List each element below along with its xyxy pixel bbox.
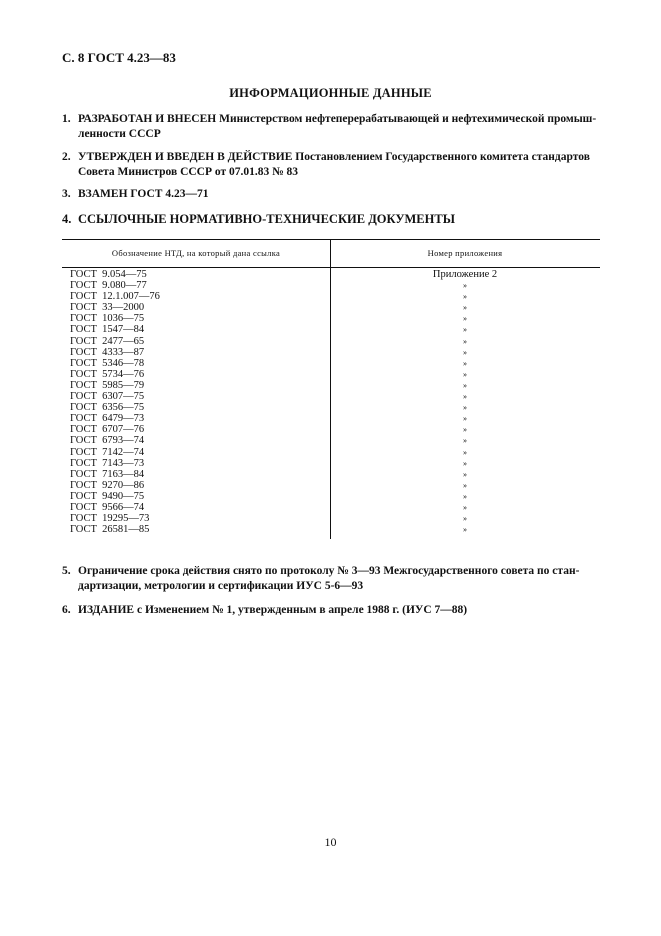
table-cell-doc: ГОСТ 9.054—75 [70, 269, 147, 280]
table-cell-doc: ГОСТ 9566—74 [70, 501, 145, 513]
table-cell-appendix: » [463, 303, 467, 313]
table-cell-doc: ГОСТ 6479—73 [70, 413, 145, 425]
table-row [62, 313, 600, 324]
page-header: С. 8 ГОСТ 4.23—83 [62, 50, 176, 65]
item-number: 6. [62, 604, 71, 616]
item-text-line2: ленности СССР [78, 128, 161, 140]
info-item-3 [62, 187, 600, 202]
info-item-1 [62, 112, 600, 142]
table-row [62, 280, 600, 291]
table-cell-doc: ГОСТ 2477—65 [70, 335, 145, 347]
table-row [62, 324, 600, 335]
item-text-line1: Министерством нефтеперерабатывающей и нефтехимической промыш- [216, 113, 597, 125]
table-cell-doc: ГОСТ 5346—78 [70, 357, 145, 369]
item-lead: УТВЕРЖДЕН И ВВЕДЕН В ДЕЙСТВИЕ [78, 151, 293, 163]
table-cell-appendix: » [463, 480, 467, 490]
table-cell-appendix: » [463, 414, 467, 424]
item-text-line2: Совета Министров СССР от 07.01.83 № 83 [78, 166, 299, 178]
item-number: 3. [62, 188, 71, 200]
table-cell-doc: ГОСТ 19295—73 [70, 513, 150, 525]
table-cell-doc: ГОСТ 6307—75 [70, 391, 145, 403]
table-cell-doc: ГОСТ 5734—76 [70, 368, 145, 380]
table-cell-appendix: » [463, 380, 467, 390]
table-row [62, 358, 600, 369]
table-row [62, 424, 600, 435]
item-number: 2. [62, 151, 71, 163]
table-header-appendix: Номер приложения [427, 248, 503, 258]
table-row [62, 480, 600, 491]
table-cell-appendix: » [463, 281, 467, 291]
table-row [62, 369, 600, 380]
table-cell-appendix: » [463, 392, 467, 402]
item-text: ССЫЛОЧНЫЕ НОРМАТИВНО-ТЕХНИЧЕСКИЕ ДОКУМЕНТЫ [78, 212, 455, 226]
table-row [62, 336, 600, 347]
page-number: 10 [324, 835, 337, 849]
table-cell-doc: ГОСТ 12.1.007—76 [70, 291, 160, 303]
item-text: ВЗАМЕН ГОСТ 4.23—71 [78, 188, 209, 200]
table-row [62, 413, 600, 424]
table-row [62, 469, 600, 480]
item-number: 4. [62, 212, 72, 226]
table-cell-doc: ГОСТ 7142—74 [70, 446, 145, 458]
table-cell-appendix: Приложение 2 [432, 269, 498, 280]
table-cell-appendix: » [463, 469, 467, 479]
table-cell-appendix: » [463, 458, 467, 468]
table-row [62, 291, 600, 302]
table-cell-doc: ГОСТ 26581—85 [70, 524, 150, 536]
table-cell-appendix: » [463, 403, 467, 413]
table-row [62, 502, 600, 513]
table-cell-doc: ГОСТ 9270—86 [70, 479, 145, 491]
table-row [62, 447, 600, 458]
table-row [62, 491, 600, 502]
table-row [62, 347, 600, 358]
table-row [62, 269, 600, 280]
info-item-4 [62, 212, 600, 227]
item-text: ИЗДАНИЕ с Изменением № 1, утвержденным в апреле 1988 г. (ИУС 7—88) [78, 604, 468, 616]
table-cell-doc: ГОСТ 6793—74 [70, 435, 145, 447]
item-text-line2: дартизации, метрологии и сертификации ИУС 5-6—93 [78, 580, 364, 592]
table-row [62, 435, 600, 446]
table-cell-appendix: » [463, 325, 467, 335]
item-lead: РАЗРАБОТАН И ВНЕСЕН [78, 113, 217, 125]
table-cell-appendix: » [463, 347, 467, 357]
table-cell-doc: ГОСТ 5985—79 [70, 379, 145, 391]
table-header-rule [62, 267, 600, 268]
table-cell-doc: ГОСТ 1036—75 [70, 313, 145, 325]
table-cell-appendix: » [463, 425, 467, 435]
table-cell-appendix: » [463, 358, 467, 368]
table-cell-doc: ГОСТ 6356—75 [70, 402, 145, 414]
table-body [62, 269, 600, 535]
table-header-doc: Обозначение НТД, на который дана ссылка [111, 248, 281, 258]
table-cell-doc: ГОСТ 7143—73 [70, 457, 145, 469]
table-cell-doc: ГОСТ 9490—75 [70, 490, 145, 502]
info-item-6 [62, 603, 600, 618]
item-number: 1. [62, 113, 71, 125]
table-row [62, 458, 600, 469]
table-cell-appendix: » [463, 502, 467, 512]
table-cell-appendix: » [463, 491, 467, 501]
info-item-5 [62, 564, 600, 594]
references-table [62, 239, 600, 539]
table-cell-doc: ГОСТ 6707—76 [70, 424, 145, 436]
table-cell-appendix: » [463, 369, 467, 379]
item-number: 5. [62, 565, 71, 577]
table-cell-appendix: » [463, 314, 467, 324]
table-row [62, 513, 600, 524]
table-cell-appendix: » [463, 447, 467, 457]
section-title: ИНФОРМАЦИОННЫЕ ДАННЫЕ [229, 86, 432, 100]
table-row [62, 402, 600, 413]
table-cell-appendix: » [463, 336, 467, 346]
table-cell-doc: ГОСТ 4333—87 [70, 346, 145, 358]
table-cell-appendix: » [463, 514, 467, 524]
table-cell-doc: ГОСТ 1547—84 [70, 324, 145, 336]
table-cell-appendix: » [463, 292, 467, 302]
table-row [62, 302, 600, 313]
item-text-line1: Постановлением Государственного комитета стандартов [292, 151, 590, 163]
table-row [62, 380, 600, 391]
item-text-line1: Ограничение срока действия снято по протоколу № 3—93 Межгосударственного совета по стан- [78, 565, 580, 577]
table-cell-appendix: » [463, 436, 467, 446]
table-cell-appendix: » [463, 525, 467, 535]
table-cell-doc: ГОСТ 9.080—77 [70, 280, 147, 292]
table-row [62, 391, 600, 402]
table-cell-doc: ГОСТ 7163—84 [70, 468, 145, 480]
table-top-rule [62, 239, 600, 240]
table-cell-doc: ГОСТ 33—2000 [70, 302, 145, 314]
table-row [62, 524, 600, 535]
info-item-2 [62, 150, 600, 180]
